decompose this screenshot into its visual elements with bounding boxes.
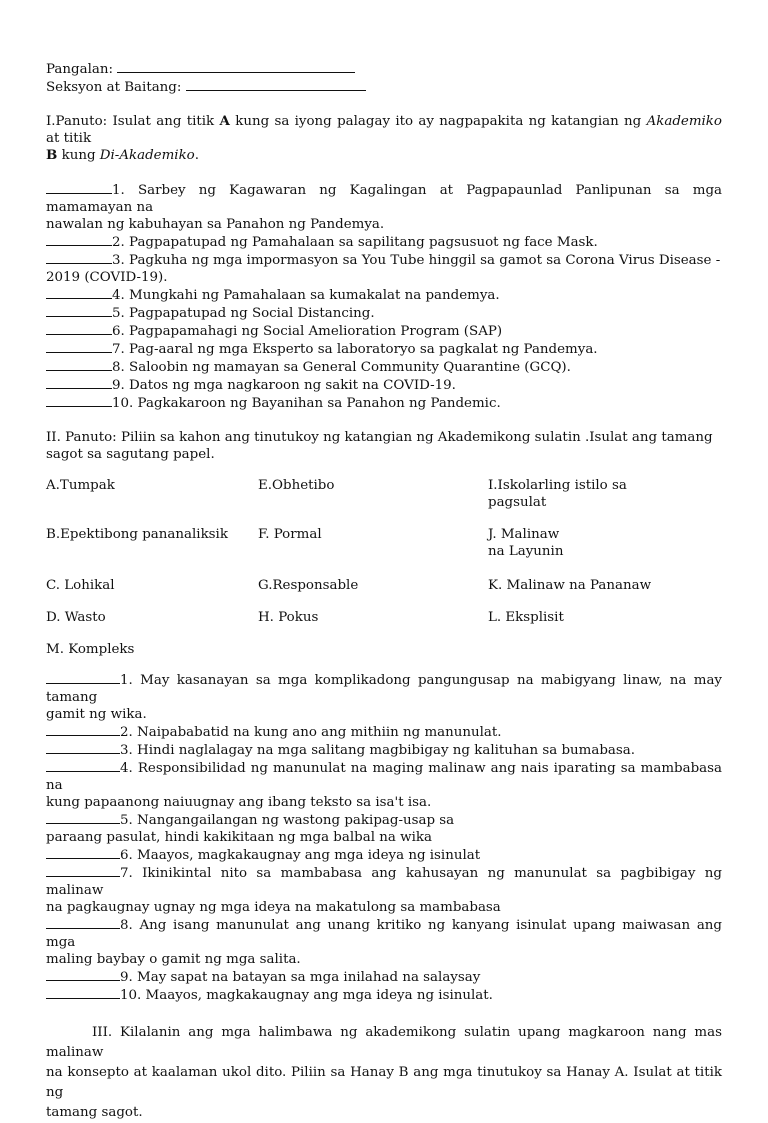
part1-instruction — [46, 113, 722, 164]
part1-item — [46, 251, 722, 286]
item-text: 2. Naipababatid na kung ano ang mithiin ng manunulat. — [120, 725, 502, 740]
item-text: 6. Pagpapamahagi ng Social Amelioration Program (SAP) — [112, 324, 503, 339]
part1-item — [46, 394, 722, 412]
choice-d: D. Wasto — [46, 610, 106, 625]
part2-list — [46, 671, 722, 1004]
part1-instruction-text: I.Panuto: Isulat ang titik — [46, 114, 220, 129]
item-text: 5. Nangangailangan ng wastong pakipag-usap sa — [120, 813, 455, 828]
part3-instruction — [46, 1023, 722, 1123]
item-text: 2. Pagpapatupad ng Pamahalaan sa sapilitang pagsusuot ng face Mask. — [112, 235, 598, 250]
item-text: 10. Pagkakaroon ng Bayanihan sa Panahon ng Pandemic. — [112, 396, 501, 411]
answer-blank[interactable] — [46, 286, 112, 299]
choice-i-line1: I.Iskolarling istilo sa — [488, 478, 627, 493]
choice-l: L. Eksplisit — [488, 610, 564, 625]
item-text-cont: maling baybay o gamit ng mga salita. — [46, 952, 301, 967]
part1-item — [46, 181, 722, 233]
part1-instruction-text: kung — [57, 148, 100, 163]
answer-blank[interactable] — [46, 340, 112, 353]
part2-item — [46, 671, 722, 723]
choice-i-line2: pagsulat — [488, 495, 547, 510]
choice-f: F. Pormal — [258, 527, 322, 542]
item-text: 8. Ang isang manunulat ang unang kritiko ng kanyang isinulat upang maiwasan ang mga — [46, 918, 722, 950]
answer-blank[interactable] — [46, 394, 112, 407]
section-label: Seksyon at Baitang: — [46, 80, 182, 95]
part3-line: na konsepto at kaalaman ukol dito. Piliin sa Hanay B ang mga tinutukoy sa Hanay A. Isulat at titik ng — [46, 1065, 722, 1100]
choice-j-line1: J. Malinaw — [488, 527, 560, 542]
part2-item — [46, 811, 722, 846]
choice-b: B.Epektibong pananaliksik — [46, 527, 228, 542]
item-text: 1. Sarbey ng Kagawaran ng Kagalingan at Pagpapaunlad Panlipunan sa mga mamamayan na — [46, 183, 722, 215]
name-label: Pangalan: — [46, 62, 113, 77]
part2-item — [46, 723, 722, 741]
item-text-cont: gamit ng wika. — [46, 707, 147, 722]
item-text-cont: paraang pasulat, hindi kakikitaan ng mga balbal na wika — [46, 830, 432, 845]
answer-blank[interactable] — [46, 846, 120, 859]
answer-blank[interactable] — [46, 986, 120, 999]
answer-blank[interactable] — [46, 322, 112, 335]
part1-item — [46, 286, 722, 304]
choice-h: H. Pokus — [258, 610, 319, 625]
part1-instruction-text: kung sa iyong palagay ito ay nagpapakita ng katangian ng — [229, 114, 647, 129]
part2-item — [46, 968, 722, 986]
answer-blank[interactable] — [46, 671, 120, 684]
part1-instruction-text: . — [194, 148, 200, 163]
item-text: 3. Hindi naglalagay na mga salitang magbibigay ng kalituhan sa bumabasa. — [120, 743, 636, 758]
part1-instruction-text: at titik — [46, 131, 92, 146]
part3-line: III. Kilalanin ang mga halimbawa ng akademikong sulatin upang magkaroon nang mas malinaw — [46, 1025, 722, 1060]
item-text: 1. May kasanayan sa mga komplikadong pangungusap na mabigyang linaw, na may tamang — [46, 673, 722, 705]
choice-j — [488, 526, 563, 560]
part2-item — [46, 864, 722, 916]
name-blank[interactable] — [117, 60, 355, 73]
item-text: 5. Pagpapatupad ng Social Distancing. — [112, 306, 375, 321]
choice-m: M. Kompleks — [46, 642, 135, 657]
choice-e: E.Obhetibo — [258, 478, 335, 493]
choice-a: A.Tumpak — [46, 478, 115, 493]
choice-i — [488, 477, 627, 511]
item-text-cont: 2019 (COVID-19). — [46, 270, 168, 285]
answer-blank[interactable] — [46, 864, 120, 877]
part1-item — [46, 233, 722, 251]
answer-blank[interactable] — [46, 358, 112, 371]
part1-item — [46, 322, 722, 340]
section-row — [46, 78, 722, 96]
item-text: 4. Mungkahi ng Pamahalaan sa kumakalat na pandemya. — [112, 288, 500, 303]
item-text-cont: na pagkaugnay ugnay ng mga ideya na makatulong sa mambabasa — [46, 900, 501, 915]
item-text: 8. Saloobin ng mamayan sa General Community Quarantine (GCQ). — [112, 360, 571, 375]
answer-blank[interactable] — [46, 181, 112, 194]
item-text: 6. Maayos, magkakaugnay ang mga ideya ng isinulat — [120, 848, 481, 863]
part1-item — [46, 340, 722, 358]
item-text: 4. Responsibilidad ng manunulat na maging malinaw ang nais iparating sa mambabasa na — [46, 761, 722, 793]
choice-j-line2: na Layunin — [488, 544, 564, 559]
item-text: 3. Pagkuha ng mga impormasyon sa You Tube hinggil sa gamot sa Corona Virus Disease - — [112, 253, 721, 268]
part3-line: tamang sagot. — [46, 1105, 143, 1120]
answer-blank[interactable] — [46, 723, 120, 736]
choice-c: C. Lohikal — [46, 578, 115, 593]
di-akademiko-term: Di-Akademiko — [99, 148, 195, 163]
part2-item — [46, 846, 722, 864]
part1-item — [46, 376, 722, 394]
section-blank[interactable] — [186, 78, 366, 91]
choice-g: G.Responsable — [258, 578, 359, 593]
name-row — [46, 60, 722, 78]
answer-blank[interactable] — [46, 251, 112, 264]
part2-item — [46, 741, 722, 759]
answer-blank[interactable] — [46, 968, 120, 981]
answer-blank[interactable] — [46, 916, 120, 929]
part1-item — [46, 304, 722, 322]
letter-a: A — [219, 113, 230, 129]
answer-blank[interactable] — [46, 741, 120, 754]
answer-blank[interactable] — [46, 304, 112, 317]
worksheet-page — [46, 60, 722, 1123]
answer-blank[interactable] — [46, 376, 112, 389]
answer-blank[interactable] — [46, 811, 120, 824]
answer-blank[interactable] — [46, 233, 112, 246]
answer-blank[interactable] — [46, 759, 120, 772]
part2-item — [46, 916, 722, 968]
item-text: 7. Ikinikintal nito sa mambabasa ang kahusayan ng manunulat sa pagbibigay ng malinaw — [46, 866, 722, 898]
part2-item — [46, 759, 722, 811]
item-text-cont: nawalan ng kabuhayan sa Panahon ng Pandemya. — [46, 217, 385, 232]
part2-item — [46, 986, 722, 1004]
choice-k: K. Malinaw na Pananaw — [488, 578, 652, 593]
part2-instruction-line: sagot sa sagutang papel. — [46, 447, 215, 462]
akademiko-term: Akademiko — [646, 114, 722, 129]
item-text: 7. Pag-aaral ng mga Eksperto sa laboratoryo sa pagkalat ng Pandemya. — [112, 342, 598, 357]
part2-instruction — [46, 429, 722, 463]
item-text: 9. Datos ng mga nagkaroon ng sakit na COVID-19. — [112, 378, 456, 393]
item-text: 10. Maayos, magkakaugnay ang mga ideya ng isinulat. — [120, 988, 493, 1003]
choices-box — [46, 477, 722, 667]
item-text-cont: kung papaanong naiuugnay ang ibang teksto sa isa't isa. — [46, 795, 432, 810]
part1-item — [46, 358, 722, 376]
part1-list — [46, 181, 722, 412]
letter-b: B — [46, 147, 58, 163]
part2-instruction-line: II. Panuto: Piliin sa kahon ang tinutukoy ng katangian ng Akademikong sulatin .Isulat ang tamang — [46, 430, 713, 445]
item-text: 9. May sapat na batayan sa mga inilahad na salaysay — [120, 970, 481, 985]
